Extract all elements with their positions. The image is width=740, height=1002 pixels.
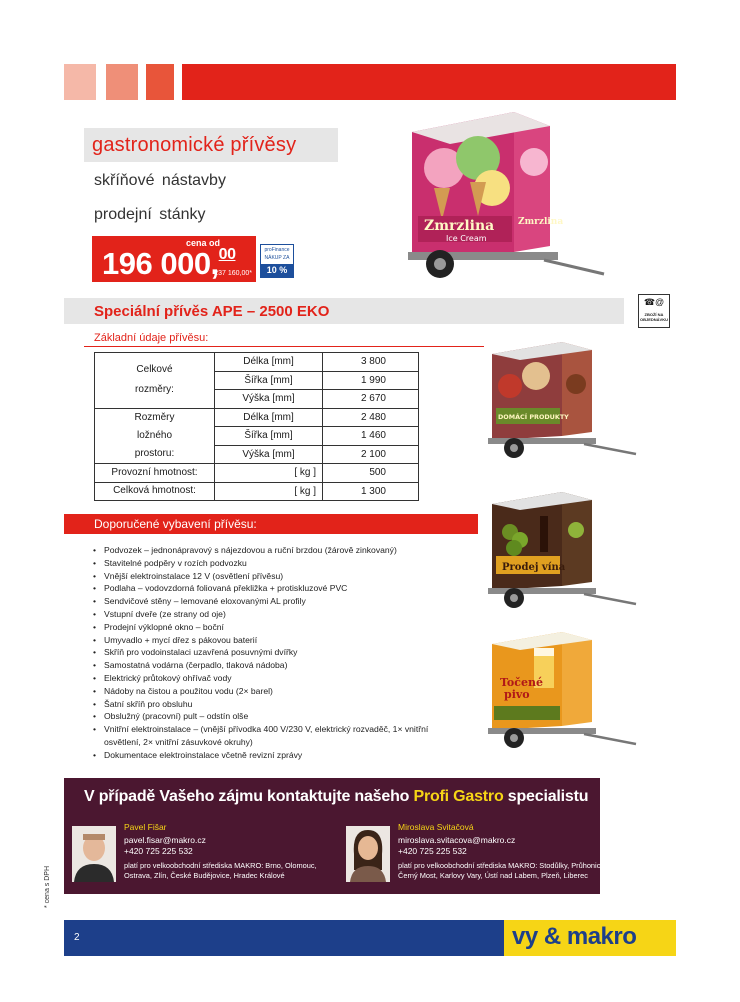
contact-name: Pavel Fišar xyxy=(124,822,167,832)
person-photo xyxy=(346,826,390,882)
list-item: • Skříň pro vodoinstalaci uzavřená posuvnými dvířky xyxy=(92,646,452,659)
list-item: • Elektrický průtokový ohřívač vody xyxy=(92,672,452,685)
price-box xyxy=(92,236,256,282)
divider xyxy=(84,346,484,347)
trailer-label: Zmrzlina xyxy=(424,218,495,234)
order-only-icon xyxy=(638,294,670,328)
vat-note: * cena s DPH xyxy=(44,865,51,908)
contact-email[interactable]: pavel.fisar@makro.cz xyxy=(124,835,206,845)
order-only-label: ZBOŽÍ NA OBJEDNÁVKU xyxy=(639,312,668,322)
header-stripe xyxy=(146,64,174,100)
contact-info: platí pro velkoobchodní střediska MAKRO: Stodůlky, Průhonice, Černý Most, Karlovy Vary, Ústí nad Labem, Plzeň, Liberec xyxy=(398,861,607,880)
table-row xyxy=(95,353,419,372)
weight-value: 1 300 xyxy=(323,482,419,501)
footer-bar xyxy=(64,920,676,956)
equipment-title: Doporučené vybavení přívěsu: xyxy=(94,517,257,531)
header-stripe xyxy=(64,64,96,100)
spec-group-line: prostoru: xyxy=(134,447,175,459)
financing-brand: proFinance xyxy=(261,245,293,255)
spec-name: Délka [mm] xyxy=(215,353,323,372)
list-item: • Vnitřní elektroinstalace – (vnější přívodka 400 V/230 V, elektrický rozvaděč, 1× vnitřní osvětlení, 2× vnitřní zásuvkové okruhy) xyxy=(92,723,452,749)
spec-name: Výška [mm] xyxy=(215,445,323,464)
spec-value: 2 100 xyxy=(323,445,419,464)
page-title: gastronomické přívěsy xyxy=(92,134,297,156)
spec-group-line: ložného xyxy=(136,429,173,441)
trailer-label: Prodej vína xyxy=(502,562,566,573)
beer-trailer-image xyxy=(480,626,642,754)
list-item: • Vstupní dveře (ze strany od oje) xyxy=(92,608,452,621)
page-number: 2 xyxy=(74,932,80,943)
spec-value: 1 990 xyxy=(323,371,419,390)
list-item: • Nádoby na čistou a použitou vodu (2× barel) xyxy=(92,685,452,698)
list-item: • Vnější elektroinstalace 12 V (osvětlení přívěsu) xyxy=(92,570,452,583)
weight-label: Celková hmotnost: xyxy=(95,482,215,501)
list-item: • Samostatná vodárna (čerpadlo, tlaková nádoba) xyxy=(92,659,452,672)
list-item: • Umyvadlo + mycí dřez s pákovou baterií xyxy=(92,634,452,647)
spec-value: 2 670 xyxy=(323,390,419,409)
financing-percent: 10 % xyxy=(261,264,293,277)
contact-title-highlight: Profi Gastro xyxy=(413,788,504,805)
spec-value: 3 800 xyxy=(323,353,419,372)
contact-info: platí pro velkoobchodní střediska MAKRO: Brno, Olomouc, Ostrava, Zlín, České Budějovice, Hradec Králové xyxy=(124,861,317,880)
catalog-page xyxy=(64,64,676,956)
contact-name: Miroslava Svitačová xyxy=(398,822,474,832)
list-item: • Podlaha – vodovzdorná foliovaná překližka + protiskluzové PVC xyxy=(92,582,452,595)
financing-badge xyxy=(260,244,294,278)
equipment-list xyxy=(92,544,452,762)
ice-cream-trailer-image xyxy=(394,104,616,288)
list-item: • Prodejní výklopné okno – boční xyxy=(92,621,452,634)
spec-group-line: Rozměry xyxy=(134,411,175,423)
logo-text: vy & makro xyxy=(512,923,637,950)
avatar xyxy=(72,826,116,882)
list-item: • Sendvičové stěny – lemované eloxovanými AL profily xyxy=(92,595,452,608)
spec-name: Šířka [mm] xyxy=(215,371,323,390)
spec-value: 2 480 xyxy=(323,408,419,427)
list-item: • Dokumentace elektroinstalace včetně revizní zprávy xyxy=(92,749,452,762)
spec-name: Šířka [mm] xyxy=(215,427,323,446)
spec-name: Délka [mm] xyxy=(215,408,323,427)
trailer-label: Zmrzlina xyxy=(518,217,564,227)
contact-phone: +420 725 225 532 xyxy=(398,846,467,856)
spec-value: 1 460 xyxy=(323,427,419,446)
header-stripe xyxy=(106,64,138,100)
list-item: • Podvozek – jednonápravový s nájezdovou a ruční brzdou (žárově zinkovaný) xyxy=(92,544,452,557)
wine-trailer-image xyxy=(480,486,642,614)
weight-label: Provozní hmotnost: xyxy=(95,464,215,483)
table-row xyxy=(95,464,419,483)
contact-title-text: specialistu xyxy=(503,788,589,805)
table-row xyxy=(95,408,419,427)
avatar xyxy=(346,826,390,882)
products-trailer-image xyxy=(480,336,642,464)
spec-name: Výška [mm] xyxy=(215,390,323,409)
contact-phone: +420 725 225 532 xyxy=(124,846,193,856)
list-item: • Obslužný (pracovní) pult – odstín olše xyxy=(92,710,452,723)
price-cents: 00 xyxy=(218,246,236,263)
contact-title xyxy=(84,788,588,806)
trailer-label: DOMÁCÍ PRODUKTY xyxy=(498,413,569,421)
contact-email[interactable]: miroslava.svitacova@makro.cz xyxy=(398,835,516,845)
header-bar xyxy=(182,64,676,100)
contact-panel xyxy=(64,778,607,894)
trailer-label: Točené xyxy=(500,676,543,689)
person-photo xyxy=(72,826,116,882)
specs-table xyxy=(94,352,419,501)
weight-value: 500 xyxy=(323,464,419,483)
makro-logo xyxy=(504,920,676,956)
trailer-label: pivo xyxy=(504,688,530,701)
subtitle: prodejní stánky xyxy=(94,206,206,223)
contact-title-text: V případě Vašeho zájmu kontaktujte našeho xyxy=(84,788,414,805)
spec-group xyxy=(95,353,215,409)
spec-group-line: Celkové xyxy=(136,364,173,376)
trailer-label: Ice Cream xyxy=(446,234,487,243)
spec-group-line: rozměry: xyxy=(135,384,174,396)
price-with-vat: 237 160,00* xyxy=(214,270,252,277)
contact-person xyxy=(398,822,608,881)
list-item: • Šatní skříň pro obsluhu xyxy=(92,698,452,711)
specs-label: Základní údaje přívěsu: xyxy=(94,332,209,344)
financing-line: NÁKUP ZA xyxy=(264,255,290,261)
spec-group xyxy=(95,408,215,464)
list-item: • Stavitelné podpěry v rozích podvozku xyxy=(92,557,452,570)
weight-unit: [ kg ] xyxy=(215,482,323,501)
phone-icon: ☎@ xyxy=(643,297,665,307)
weight-unit: [ kg ] xyxy=(215,464,323,483)
price-label: cena od xyxy=(185,238,220,248)
price-integer: 196 000, xyxy=(102,246,219,281)
subtitle: skříňové nástavby xyxy=(94,172,226,189)
table-row xyxy=(95,482,419,501)
product-title: Speciální přívěs APE – 2500 EKO xyxy=(94,303,330,320)
contact-person xyxy=(124,822,334,881)
